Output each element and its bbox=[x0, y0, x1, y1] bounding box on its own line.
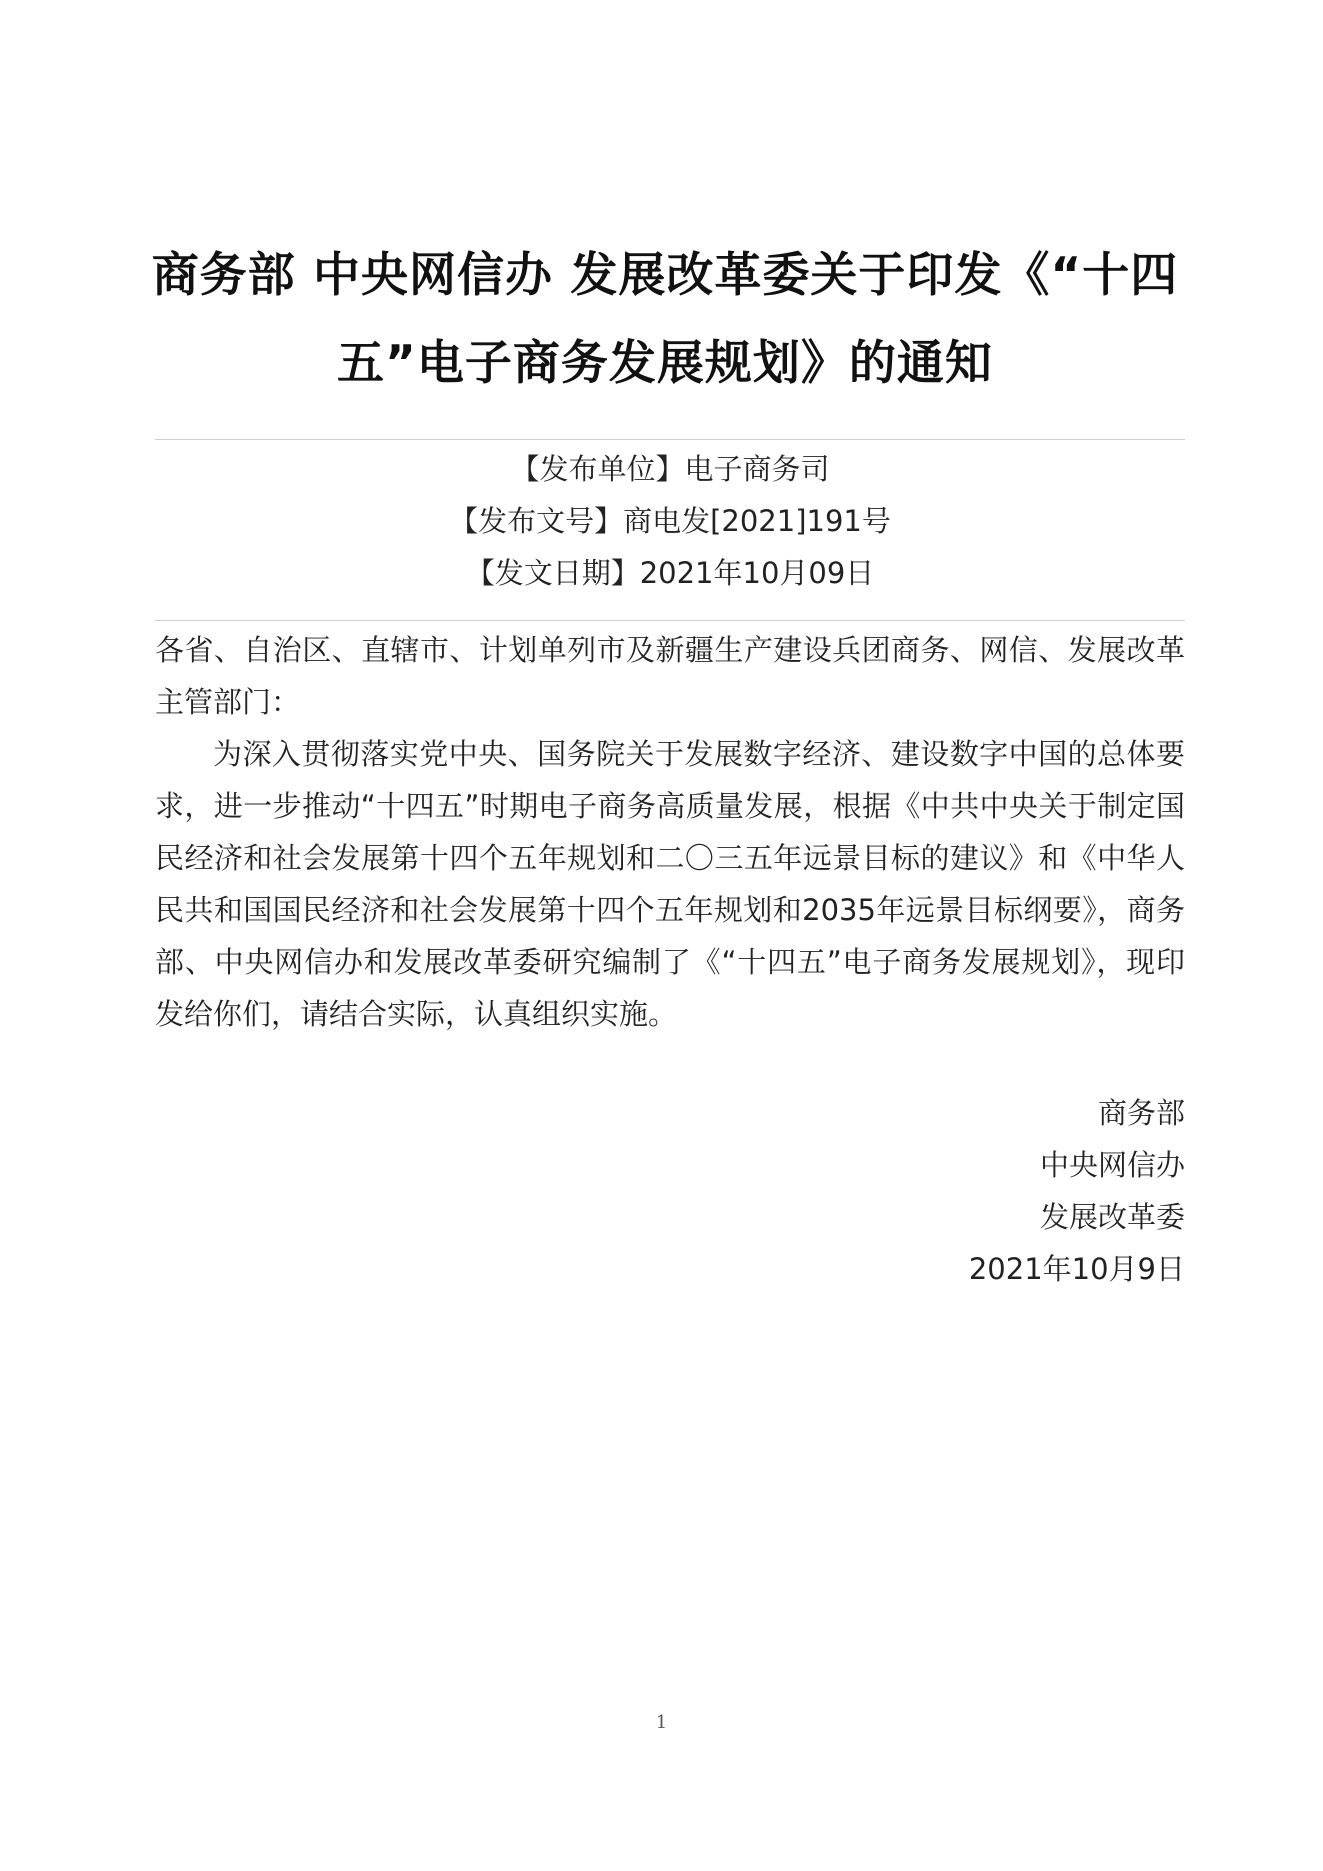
meta-issuer: 【发布单位】电子商务司 bbox=[510, 452, 830, 486]
document-body bbox=[155, 624, 1185, 1040]
addressee: 各省、自治区、直辖市、计划单列市及新疆生产建设兵团商务、网信、发展改革主管部门： bbox=[155, 633, 1185, 719]
body-paragraph: 为深入贯彻落实党中央、国务院关于发展数字经济、建设数字中国的总体要求，进一步推动“十四五”时期电子商务高质量发展，根据《中共中央关于制定国民经济和社会发展第十四个五年规划和二〇三五年远景目标的建议》和《中华人民共和国国民经济和社会发展第十四个五年规划和2035年远景目标纲要》，商务部、中央网信办和发展改革委研究编制了《“十四五”电子商务发展规划》，现印发给你们，请结合实际，认真组织实施。 bbox=[155, 737, 1185, 1031]
title-line-1: 商务部 中央网信办 发展改革委关于印发《“十四 bbox=[151, 248, 1179, 303]
page-title bbox=[150, 232, 1180, 408]
signature-org-2: 中央网信办 bbox=[1039, 1148, 1185, 1182]
title-line-2: 五”电子商务发展规划》的通知 bbox=[337, 336, 993, 391]
document-meta bbox=[155, 443, 1185, 599]
signature-date: 2021年10月9日 bbox=[968, 1252, 1185, 1286]
meta-date: 【发文日期】2021年10月09日 bbox=[465, 556, 875, 590]
header-divider-top bbox=[155, 439, 1185, 440]
signature-org-3: 发展改革委 bbox=[1039, 1200, 1185, 1234]
signature-org-1: 商务部 bbox=[1097, 1096, 1185, 1130]
signature-block bbox=[155, 1087, 1185, 1295]
header-divider-bottom bbox=[155, 620, 1185, 621]
meta-doc-number: 【发布文号】商电发[2021]191号 bbox=[449, 504, 891, 538]
page-number: 1 bbox=[655, 1712, 668, 1733]
